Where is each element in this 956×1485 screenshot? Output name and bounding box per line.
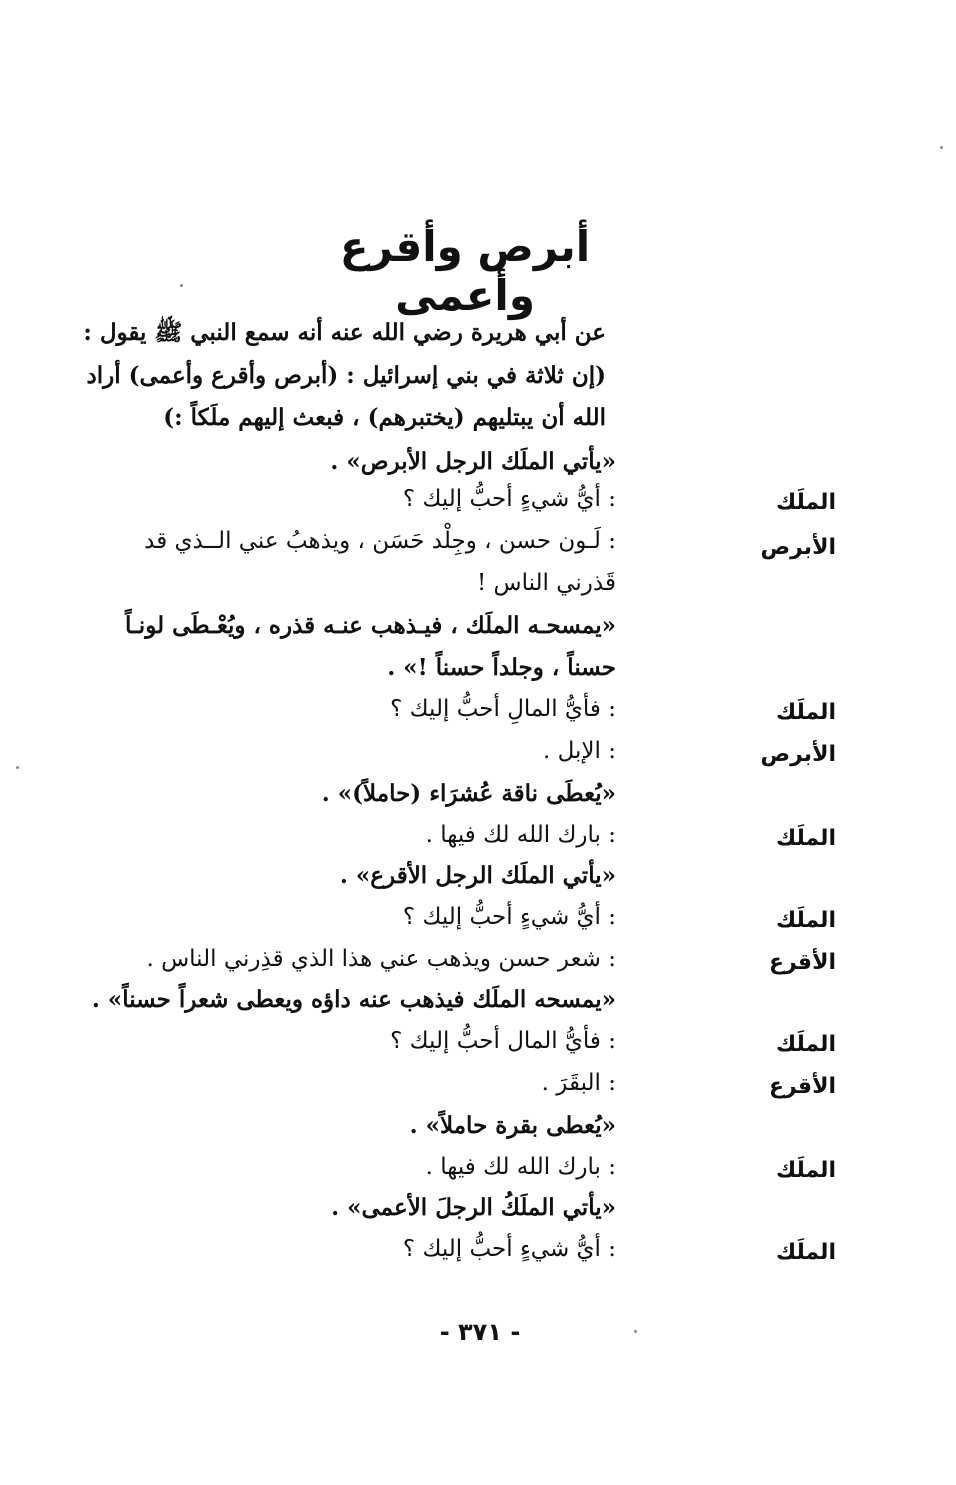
dialogue-line: قَذرني الناس ! [476, 570, 616, 596]
dialogue-line: : فأيُّ المال أحبُّ إليك ؟ [390, 1028, 616, 1054]
speaker-label: الملَك [775, 1240, 836, 1265]
speaker-label: الملَك [775, 826, 836, 851]
dialogue-line: : بارك الله لك فيها . [425, 1154, 616, 1180]
intro-line-1: عن أبي هريرة رضي الله عنه أنه سمع النبي ﷺ يقول : [83, 319, 606, 346]
speaker-label: الأقرع [768, 1074, 836, 1099]
page-title: أبرص وأقرع وأعمى [339, 222, 591, 320]
narration-line: «يمسحـه الملَك ، فيـذهب عنـه قذره ، ويُعْـطَى لونـاً [125, 612, 616, 639]
intro-line-3: الله أن يبتليهم (يختبرهم) ، فبعث إليهم ملَكاً :) [163, 404, 606, 431]
narration-line: «يأتي الملَكُ الرجلَ الأعمى» . [331, 1194, 616, 1221]
narration-line: حسناً ، وجلداً حسناً !» . [387, 654, 616, 681]
narration-line: «يُعطَى ناقة عُشرَاء (حاملاً)» . [321, 780, 616, 807]
dialogue-line: : شعر حسن ويذهب عني هذا الذي قذِرني الناس . [146, 946, 616, 972]
speaker-label: الملَك [775, 1032, 836, 1057]
narration-line: «يأتي الملَك الرجل الأبرص» . [330, 448, 616, 475]
narration-line: «يُعطى بقرة حاملاً» . [409, 1112, 616, 1139]
dialogue-line: : أيُّ شيءٍ أحبُّ إليك ؟ [402, 904, 616, 930]
page-number: - ٣٧١ - [439, 1318, 521, 1346]
narration-line: «يأتي الملَك الرجل الأقرع» . [339, 862, 616, 889]
speaker-label: الملَك [775, 700, 836, 725]
scan-speck [634, 1330, 637, 1333]
scan-speck [180, 284, 183, 287]
dialogue-line: : أيُّ شيءٍ أحبُّ إليك ؟ [402, 1236, 616, 1262]
dialogue-line: : الإبل . [542, 738, 616, 764]
speaker-label: الأبرص [760, 742, 836, 767]
speaker-label: الأقرع [768, 950, 836, 975]
speaker-label: الملَك [775, 908, 836, 933]
dialogue-line: : بارك الله لك فيها . [425, 822, 616, 848]
speaker-label: الملَك [775, 1158, 836, 1183]
scan-speck [16, 766, 19, 769]
intro-line-2: (إن ثلاثة في بني إسرائيل : (أبرص وأقرع وأعمى) أراد [86, 362, 606, 389]
dialogue-line: : البقَرَ . [541, 1070, 616, 1096]
dialogue-line: : فأيُّ المالِ أحبُّ إليك ؟ [390, 696, 616, 722]
speaker-label: الملَك [775, 490, 836, 515]
scan-speck [940, 146, 943, 149]
narration-line: «يمسحه الملَك فيذهب عنه داؤه ويعطى شعراً حسناً» . [91, 986, 616, 1013]
speaker-label: الأبرص [760, 535, 836, 560]
dialogue-line: : أيُّ شيءٍ أحبُّ إليك ؟ [402, 486, 616, 512]
dialogue-line: : لَـون حسن ، وجِلْد حَسَن ، ويذهبُ عني الــذي قد [144, 528, 616, 554]
